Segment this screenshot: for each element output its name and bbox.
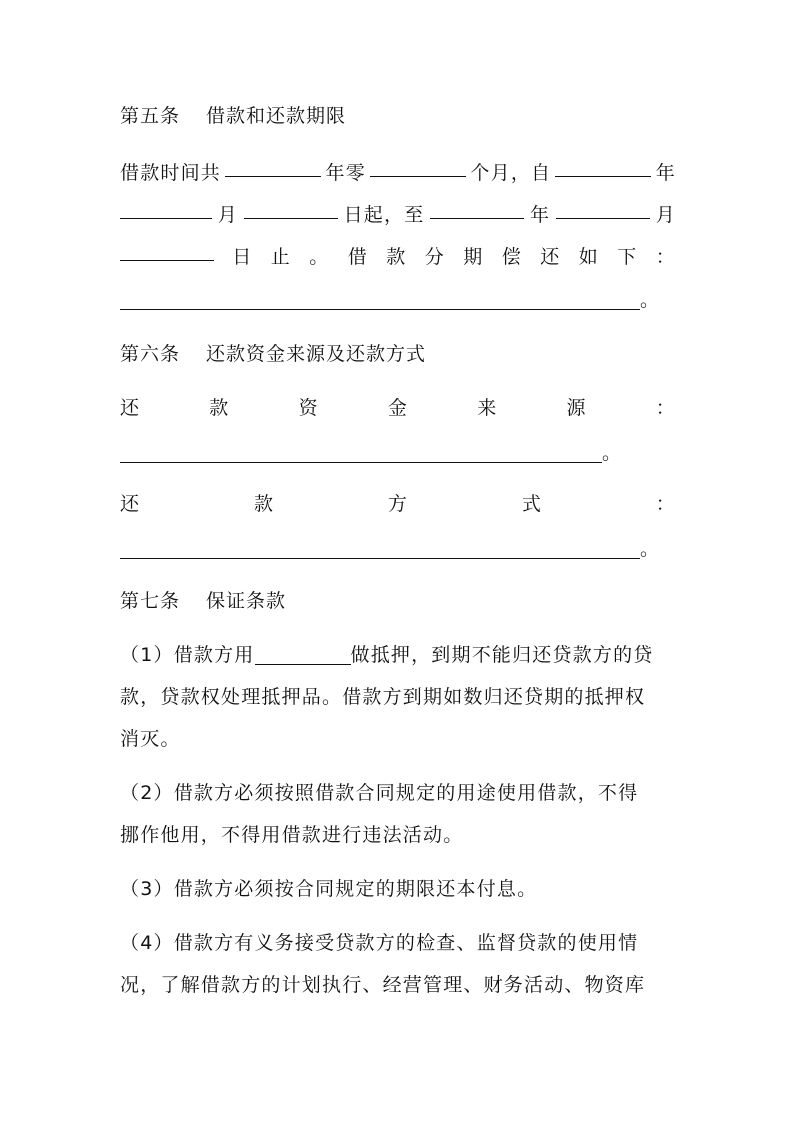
char: 来 — [477, 397, 498, 419]
char: 款 — [386, 246, 407, 268]
char: 。 — [309, 246, 330, 268]
text-segment: 。 — [602, 442, 623, 464]
char: 方 — [387, 493, 409, 515]
text-segment: （2）借款方必须按照借款合同规定的用途使用借款，不得 — [120, 782, 639, 804]
char: 偿 — [501, 246, 522, 268]
char: 式 — [521, 493, 543, 515]
char: 款 — [209, 397, 230, 419]
text-segment: 做抵押，到期不能归还贷款方的贷 — [350, 644, 654, 666]
clause1-line3 — [120, 722, 676, 756]
article6-heading-number: 第六条 — [120, 343, 181, 365]
clause1-line2 — [120, 680, 676, 714]
char: 日 — [232, 246, 253, 268]
repayment-source-line — [120, 436, 676, 470]
blank-start-month-field[interactable] — [120, 198, 212, 219]
clause2-line2 — [120, 818, 676, 852]
clause4-line1 — [120, 926, 676, 960]
char: ： — [655, 397, 676, 419]
text-segment: 月 — [217, 204, 238, 226]
repayment-source-label-line — [120, 391, 676, 425]
clause1-line1 — [120, 638, 676, 672]
char: 止 — [270, 246, 291, 268]
text-segment: 月 — [655, 204, 676, 226]
blank-end-month-field[interactable] — [556, 198, 650, 219]
text-segment: 消灭。 — [120, 728, 181, 750]
blank-repayment-source-field[interactable] — [120, 442, 602, 463]
char: 下 — [617, 246, 638, 268]
char: ： — [655, 246, 676, 268]
text-segment: 年 — [530, 204, 551, 226]
char: 源 — [566, 397, 587, 419]
char: 还 — [120, 397, 141, 419]
char: 金 — [387, 397, 409, 419]
article5-line2 — [120, 198, 676, 232]
char: 分 — [424, 246, 445, 268]
article5-line4 — [120, 283, 676, 317]
article7-heading-title: 保证条款 — [206, 590, 287, 612]
text-segment: （1）借款方用 — [120, 644, 255, 666]
text-segment: 个月，自 — [470, 162, 552, 184]
article5-heading-title: 借款和还款期限 — [206, 105, 347, 127]
repayment-method-label-line — [120, 487, 676, 521]
clause3-line1 — [120, 872, 676, 906]
text-segment: （3）借款方必须按合同规定的期限还本付息。 — [120, 878, 538, 900]
clause4-line2 — [120, 968, 676, 1002]
text-segment: 款，贷款权处理抵押品。借款方到期如数归还贷期的抵押权 — [120, 686, 646, 708]
article6-heading — [120, 337, 676, 371]
text-segment: 年 — [655, 162, 676, 184]
blank-end-day-field[interactable] — [120, 240, 214, 261]
text-segment: 况，了解借款方的计划执行、经营管理、财务活动、物资库 — [120, 974, 646, 996]
article5-heading — [120, 99, 676, 133]
article7-heading-number: 第七条 — [120, 590, 181, 612]
text-segment: 挪作他用，不得用借款进行违法活动。 — [120, 824, 464, 846]
clause2-line1 — [120, 776, 676, 810]
text-segment: 。 — [640, 538, 661, 560]
blank-end-year-field[interactable] — [430, 198, 524, 219]
repayment-method-line — [120, 532, 676, 566]
blank-repayment-method-field[interactable] — [120, 538, 640, 559]
char: 还 — [120, 493, 141, 515]
char: 如 — [578, 246, 599, 268]
blank-installment-plan-field[interactable] — [120, 289, 640, 310]
char: 借 — [347, 246, 368, 268]
text-segment: 日起，至 — [343, 204, 425, 226]
text-segment: 借款时间共 — [120, 162, 222, 184]
text-segment: 。 — [640, 289, 661, 311]
char: 资 — [298, 397, 319, 419]
char: ： — [655, 493, 676, 515]
article7-heading — [120, 584, 676, 618]
article5-line3 — [120, 240, 676, 274]
blank-months-field[interactable] — [370, 156, 466, 177]
blank-years-field[interactable] — [225, 156, 321, 177]
article5-heading-number: 第五条 — [120, 105, 181, 127]
char: 还 — [540, 246, 561, 268]
char: 款 — [253, 493, 275, 515]
blank-start-day-field[interactable] — [244, 198, 338, 219]
article5-line1 — [120, 156, 676, 190]
blank-collateral-field[interactable] — [255, 644, 351, 665]
char: 期 — [463, 246, 484, 268]
article6-heading-title: 还款资金来源及还款方式 — [206, 343, 427, 365]
text-segment: （4）借款方有义务接受贷款方的检查、监督贷款的使用情 — [120, 932, 639, 954]
text-segment: 年零 — [325, 162, 366, 184]
blank-start-year-field[interactable] — [555, 156, 651, 177]
